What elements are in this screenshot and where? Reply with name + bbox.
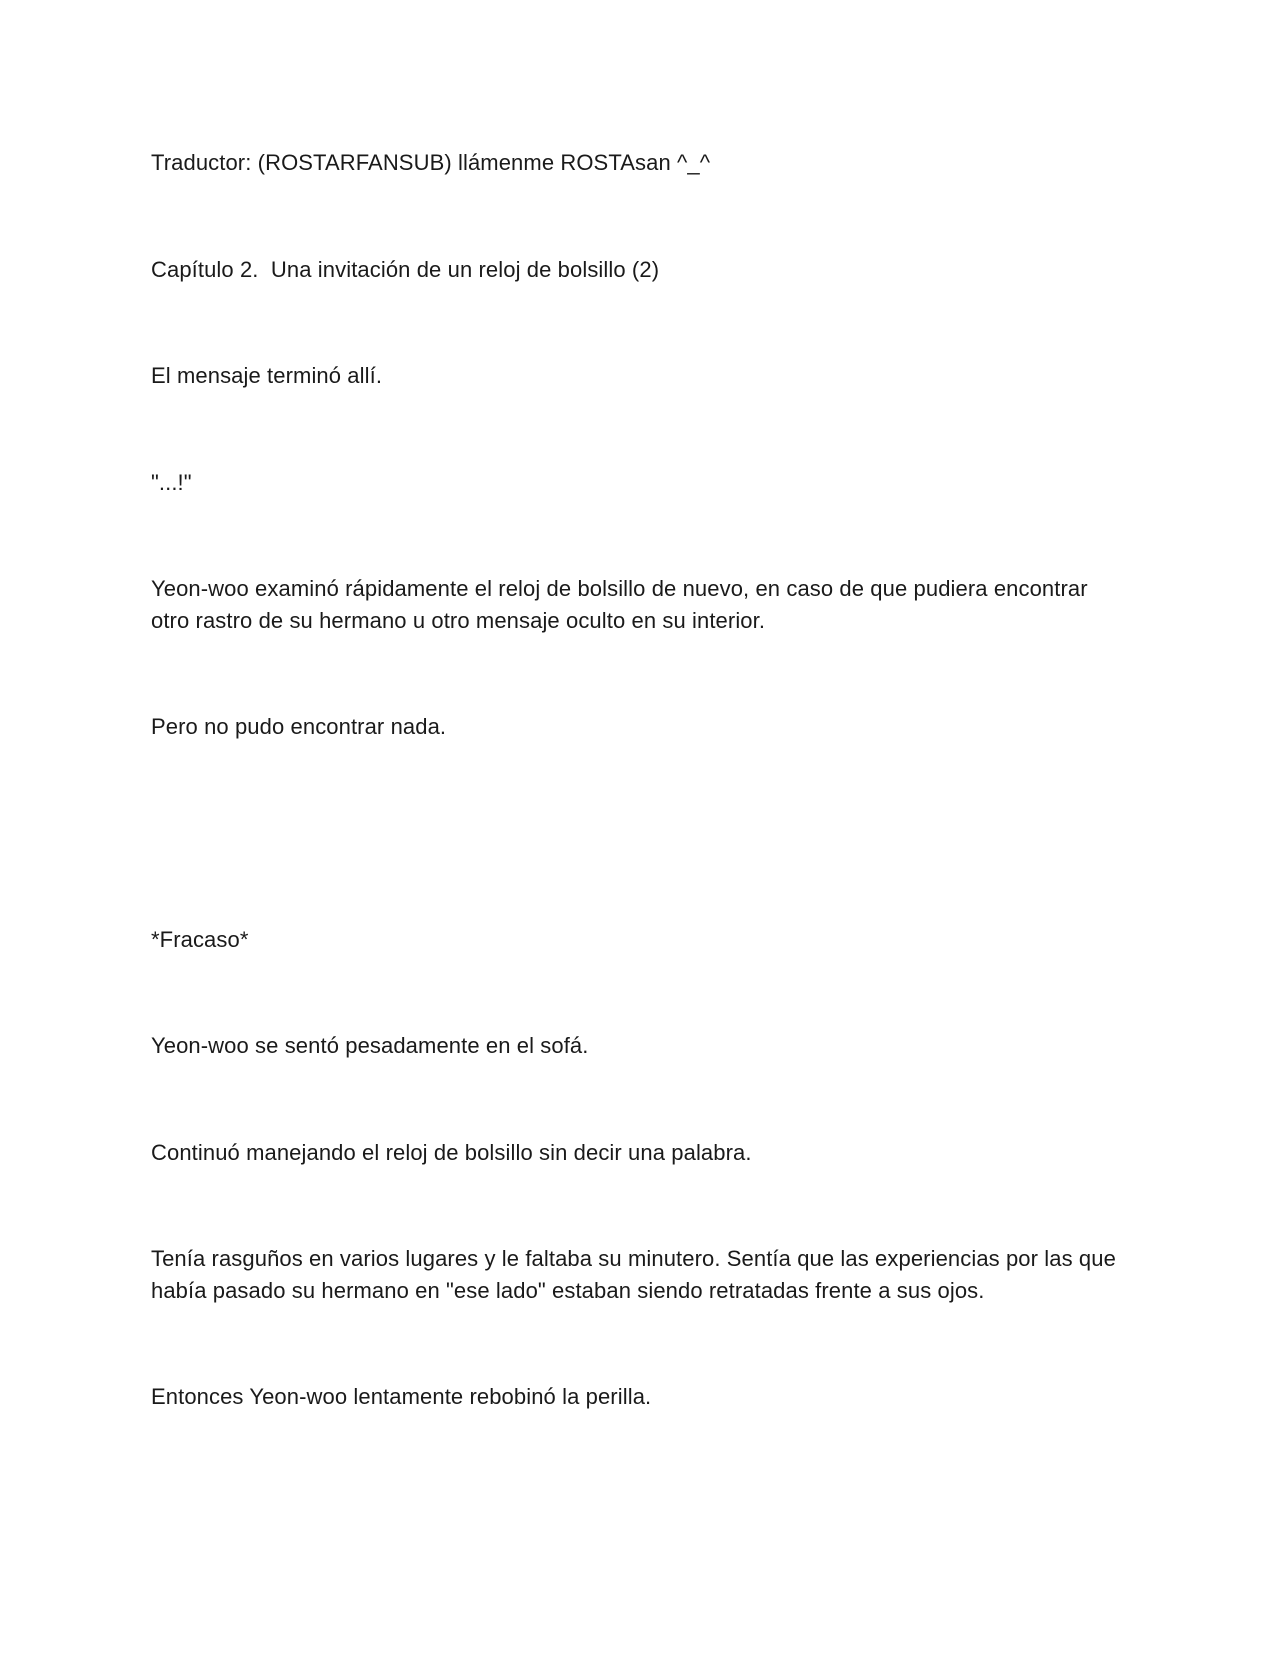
translator-credit: Traductor: (ROSTARFANSUB) llámenme ROSTAsan ^_^ [151,150,711,175]
paragraph: El mensaje terminó allí. [151,363,383,388]
paragraph: Yeon-woo se sentó pesadamente en el sofá. [151,1033,589,1058]
paragraph: Yeon-woo examinó rápidamente el reloj de bolsillo de nuevo, en caso de que pudiera encontrar otro rastro de su hermano u otro mensaje oculto en su interior. [151,576,1094,633]
paragraph: Entonces Yeon-woo lentamente rebobinó la perilla. [151,1384,652,1409]
paragraph: Pero no pudo encontrar nada. [151,714,447,739]
paragraph: "...!" [151,470,192,495]
paragraph: Continuó manejando el reloj de bolsillo sin decir una palabra. [151,1140,752,1165]
chapter-title: Capítulo 2. Una invitación de un reloj de bolsillo (2) [151,257,660,282]
paragraph: *Fracaso* [151,927,249,952]
paragraph: Tenía rasguños en varios lugares y le faltaba su minutero. Sentía que las experiencias por las que había pasado su hermano en "ese lado" estaban siendo retratadas frente a sus ojos. [151,1246,1123,1303]
